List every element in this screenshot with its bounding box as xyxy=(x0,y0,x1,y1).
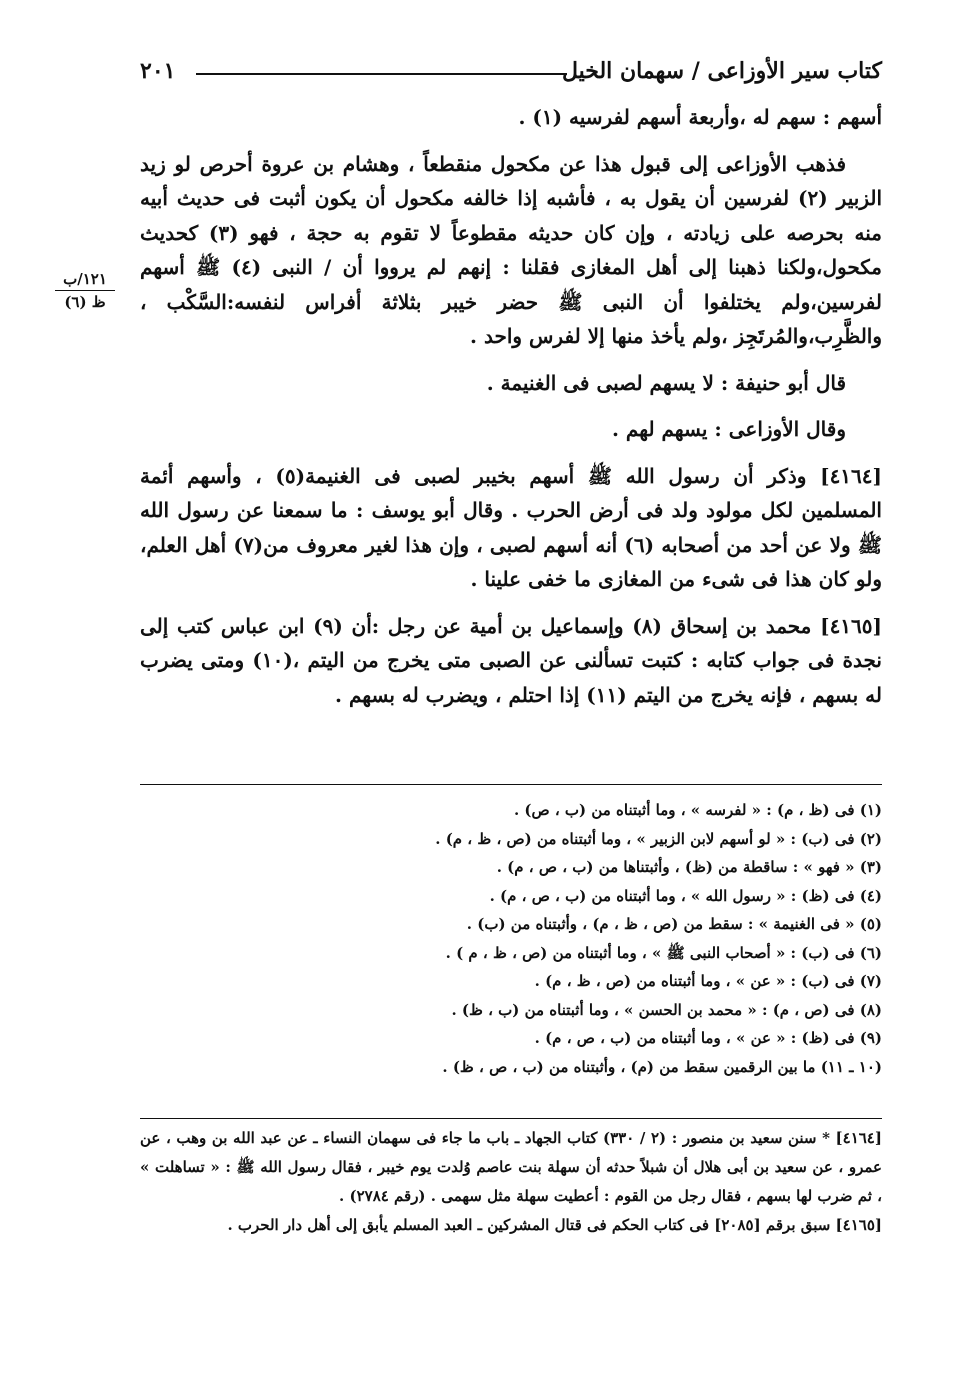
reference-4165: [٤١٦٥] سبق برقم [٢٠٨٥] فى كتاب الحكم فى قتال المشركين ـ العبد المسلم يأبق إلى أهل دار الحرب . xyxy=(227,1216,882,1234)
footnote-item: (٥) « فى الغنيمة » : سقط من (ص ، ظ ، م) ، وأثبتناه من (ب) . xyxy=(466,915,882,933)
footnote-item: (١) فى (ظ ، م) : « لفرسه » ، وما أثبتناه من (ب ، ص) . xyxy=(513,801,882,819)
footnote-item: (٦) فى (ب) : « أصحاب النبى ﷺ » ، وما أثبتناه من (ص ، ظ ، م ) . xyxy=(445,943,882,962)
footnote-item: (١٠ ـ ١١) ما بين الرقمين سقط من (م) ، وأثبتناه من (ب ، ص ، ظ) . xyxy=(442,1057,882,1076)
footnote-divider xyxy=(140,784,882,785)
footnote-item: (٤) فى (ظ) : « رسول الله » ، وما أثبتناه من (ب ، ص ، م) . xyxy=(489,886,882,905)
paragraph-4: وقال الأوزاعى : يسهم لهم . xyxy=(611,417,846,441)
margin-manuscript-note xyxy=(55,270,115,311)
margin-note-folio: ١٢١/ب xyxy=(55,270,115,291)
paragraph-1: أسهم : سهم له ،وأربعة أسهم لفرسيه (١) . xyxy=(518,105,882,129)
references-divider xyxy=(140,1118,882,1119)
source-references xyxy=(140,1124,882,1240)
paragraph-3: قال أبو حنيفة : لا يسهم لصبى فى الغنيمة . xyxy=(486,370,846,395)
footnote-item: (٩) فى (ظ) : « عن » ، وما أثبتناه من (ب ، ص ، م) . xyxy=(534,1029,882,1047)
paragraph-6: [٤١٦٥] محمد بن إسحاق (٨) وإسماعيل بن أمية عن رجل :أن (٩) ابن عباس كتب إلى نجدة فى جواب كتابه : كتبت تسألنى عن الصبى متى يخرج من اليتم ،(١٠) ومتى يضرب له بسهم ، فإنه يخرج من اليتم (١١) إذا احتلم ، ويضرب له بسهم . xyxy=(140,613,883,707)
footnotes xyxy=(140,796,882,1081)
footnote-item: (٧) فى (ب) : « عن » ، وما أثبتناه من (ص ، ظ ، م) . xyxy=(534,972,882,990)
main-text xyxy=(140,100,882,724)
footnote-item: (٢) فى (ب) : « لو أسهم لابن الزبير » ، وما أثبتناه من (ص ، ظ ، م) . xyxy=(435,829,882,848)
margin-note-manuscript: ظ (٦) xyxy=(64,293,106,311)
paragraph-2: فذهب الأوزاعى إلى قبول هذا عن مكحول منقطعاً ، وهشام بن عروة أحرص لو زيد الزبير (٢) لفرسين أن يقول به ، فأشبه إذا خالفه مكحول أن يكون أثبت فى حديث أبيه منه بحرصه على زيادته ، وإن كان حديثه مقطوعاً لا تقوم به حجة ، فهو (٣) كحديث مكحول،ولكنا ذهبنا إلى أهل المغازى فقلنا : إنهم لم يرووا أن / النبى (٤) ﷺ أسهم لفرسين،ولم يختلفوا أن النبى ﷺ حضر خيبر بثلاثة أفراس لنفسه:السَّكْب ، والظَّرِب،والمُرتَجِز ،ولم يأخذ منها إلا لفرس واحد . xyxy=(140,151,883,348)
footnote-item: (٨) فى (ص ، م) : « محمد بن الحسن » ، وما أثبتناه من (ب ، ظ) . xyxy=(451,1000,882,1019)
page-number: ٢٠١ xyxy=(140,58,176,84)
paragraph-5: [٤١٦٤] وذكر أن رسول الله ﷺ أسهم بخيبر لصبى فى الغنيمة(٥) ، وأسهم أئمة المسلمين لكل مولود ولد فى أرض الحرب . وقال أبو يوسف : ما سمعنا عن رسول الله ﷺ ولا عن أحد من أصحابه (٦) أنه أسهم لصبى ، وإن هذا لغير معروف من(٧) أهل العلم، ولو كان هذا فى شىء من المغازى ما خفى علينا . xyxy=(140,463,883,591)
header-title: كتاب سير الأوزاعى / سهمان الخيل xyxy=(561,58,882,84)
header-rule xyxy=(196,73,567,75)
running-header xyxy=(140,58,882,88)
footnote-item: (٣) « فهو » : ساقطة من (ظ) ، وأثبتناها من (ب ، ص ، م) . xyxy=(496,858,882,876)
reference-4164: [٤١٦٤] * سنن سعيد بن منصور : (٢ / ٣٣٠) كتاب الجهاد ـ باب ما جاء فى سهمان النساء ـ عن عبد الله بن وهب ، عن عمرو ، عن سعيد بن أبى هلال أن شبلاً حدثه أن سهلة بنت عاصم وُلدت يوم خيبر ، فقال رسول الله ﷺ : « تساهلت » ، ثم ضرب لها بسهم ، فقال رجل من القوم : أعطيت سهلة مثل سهمى . (رقم ٢٧٨٤) . xyxy=(140,1129,882,1205)
